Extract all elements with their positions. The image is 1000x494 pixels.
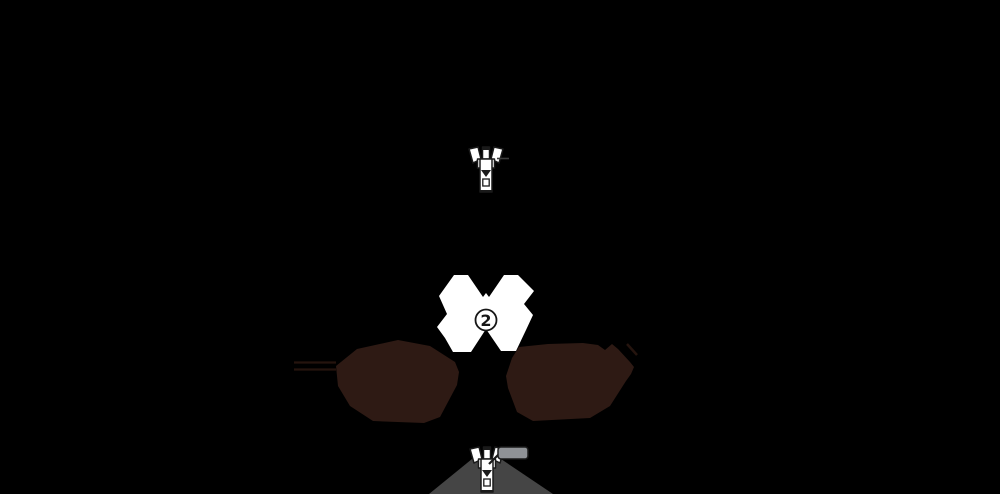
step-badge-number: 2 bbox=[480, 311, 492, 330]
paddle-flag bbox=[498, 447, 528, 459]
